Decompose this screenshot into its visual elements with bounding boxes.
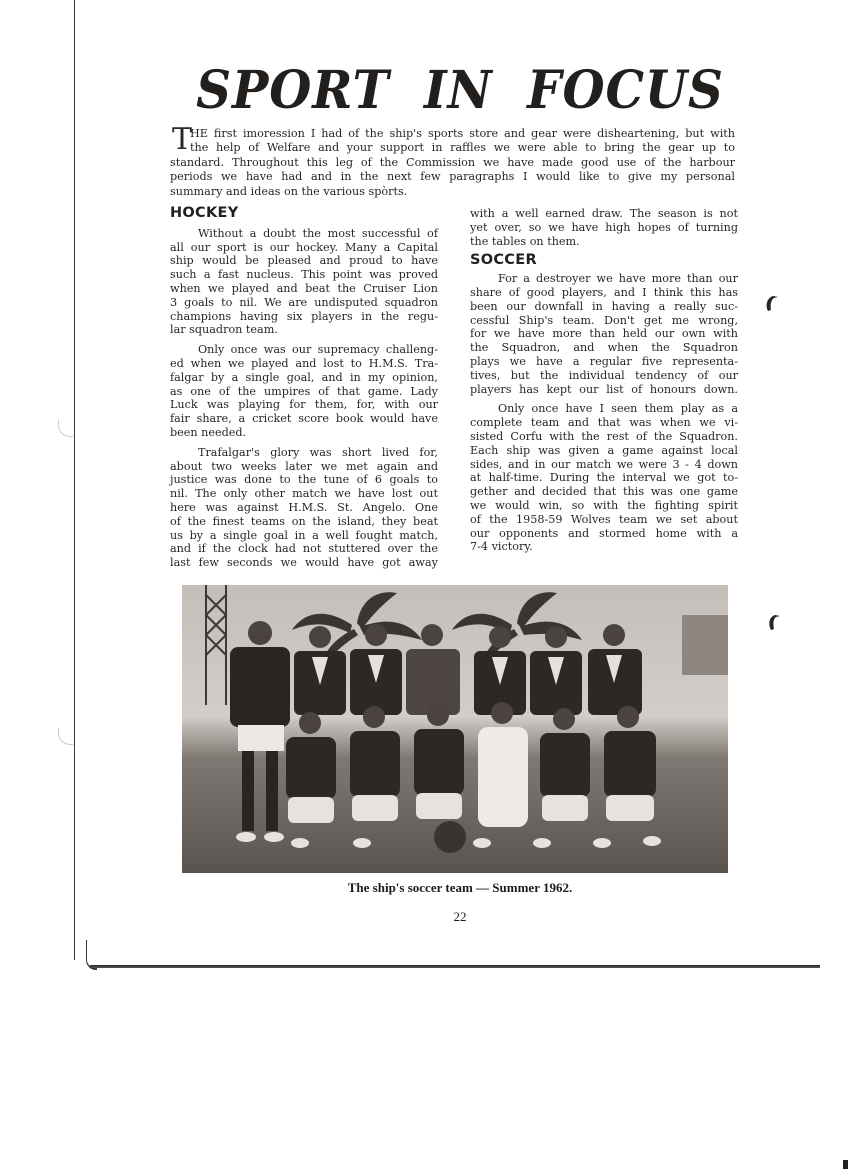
text-line: for we have more than held our own with [470,327,738,341]
intro-line: HE first imoression I had of the ship's sports store and gear were disheartening, but with [190,127,735,140]
text-line: complete team and that was when we vi- [470,416,738,430]
intro-line: standard. Throughout this leg of the Commission we have made good use of the harbour [170,155,735,169]
text-line: champions having six players in the regu- [170,309,438,323]
soccer-paragraph-1 [470,272,738,396]
text-line: as one of the umpires of that game. Lady [170,384,438,398]
team-photo [182,585,728,873]
hockey-paragraph-1 [170,227,438,337]
text-line: cessful Ship's team. Don't get me wrong, [470,313,738,327]
scan-artifact [843,1160,848,1169]
intro-line: periods we have had and in the next few paragraphs I would like to give my personal [170,170,735,184]
left-column [170,207,438,570]
text-line: 3 goals to nil. We are undisputed squadron [170,295,438,309]
text-line: plays we have a regular five representa- [470,354,738,368]
intro-line: the help of Welfare and your support in raffles we were able to bring the gear up to [190,141,735,155]
binder-ring-shadow [58,728,73,745]
photo-caption: The ship's soccer team — Summer 1962. [347,880,573,895]
text-line: of the finest teams on the island, they beat [170,514,438,528]
hockey-continuation [470,207,738,248]
text-line: such a fast nucleus. This point was proved [170,268,438,282]
text-line: here was against H.M.S. St. Angelo. One [170,500,438,514]
text-line: ed when we played and lost to H.M.S. Tra- [170,356,438,370]
text-line: Only once was our supremacy challeng- [198,343,438,357]
binder-edge-line [74,0,75,960]
intro-line: summary and ideas on the various spòrts. [170,184,408,198]
hockey-paragraph-3 [170,446,438,570]
punch-hole-mark [765,293,779,313]
text-line: at half-time. During the interval we got to- [470,471,738,485]
text-line: sides, and in our match we were 3 - 4 down [470,457,738,471]
text-line: fair share, a cricket score book would have [170,412,438,426]
drop-cap: T [172,122,193,157]
text-line: of the 1958-59 Wolves team we set about [470,512,738,526]
text-line: players has kept our list of honours down. [470,382,738,396]
text-line: falgar by a single goal, and in my opinion, [170,370,438,384]
text-line: Trafalgar's glory was short lived for, [198,445,438,459]
text-line: the tables on them. [470,234,580,248]
text-line: Luck was playing for them, for, with our [170,398,438,412]
text-line: us by a single goal in a well fought match, [170,528,438,542]
text-line: nil. The only other match we have lost out [170,487,438,501]
text-line: 7-4 victory. [470,540,533,554]
page-number: 22 [453,909,467,924]
text-line: share of good players, and I think this has [470,285,738,299]
text-line: Only once have I seen them play as a [498,402,738,416]
text-line: gether and decided that this was one game [470,485,738,499]
right-column [470,207,738,554]
binder-ring-shadow [58,420,73,437]
text-line: tives, but the individual tendency of our [470,368,738,382]
page-title: SPORT IN FOCUS [196,60,724,121]
text-line: been needed. [170,425,247,439]
football [434,821,466,853]
text-line: and if the clock had not stuttered over the [170,542,438,556]
section-heading-hockey: HOCKEY [170,205,239,221]
text-line: we would win, so with the fighting spirit [470,498,738,512]
text-line: all our sport is our hockey. Many a Capital [170,240,438,254]
text-line: For a destroyer we have more than our [498,272,738,286]
text-line: ship would be pleased and proud to have [170,254,438,268]
punch-hole-mark [767,611,781,631]
text-line: Without a doubt the most successful of [198,226,438,240]
page-bottom-edge [90,965,820,968]
text-line: been our downfall in having a really suc- [470,299,738,313]
text-line: sisted Corfu with the rest of the Squadron. [470,429,738,443]
text-line: our opponents and stormed home with a [470,526,738,540]
text-line: justice was done to the tune of 6 goals to [170,473,438,487]
text-line: when we played and beat the Cruiser Lion [170,281,438,295]
hockey-paragraph-2 [170,343,438,440]
text-line: last few seconds we would have got away [170,556,438,570]
intro-paragraph [170,122,735,199]
text-line: lar squadron team. [170,323,278,337]
soccer-paragraph-2 [470,402,738,554]
building [682,615,728,675]
text-line: about two weeks later we met again and [170,459,438,473]
text-line: yet over, so we have high hopes of turning [470,220,738,234]
team-photo-illustration [182,585,728,873]
text-line: Each ship was given a game against local [470,443,738,457]
text-line: with a well earned draw. The season is not [470,207,738,220]
section-heading-soccer: SOCCER [470,252,537,269]
text-line: the Squadron, and when the Squadron [470,341,738,355]
